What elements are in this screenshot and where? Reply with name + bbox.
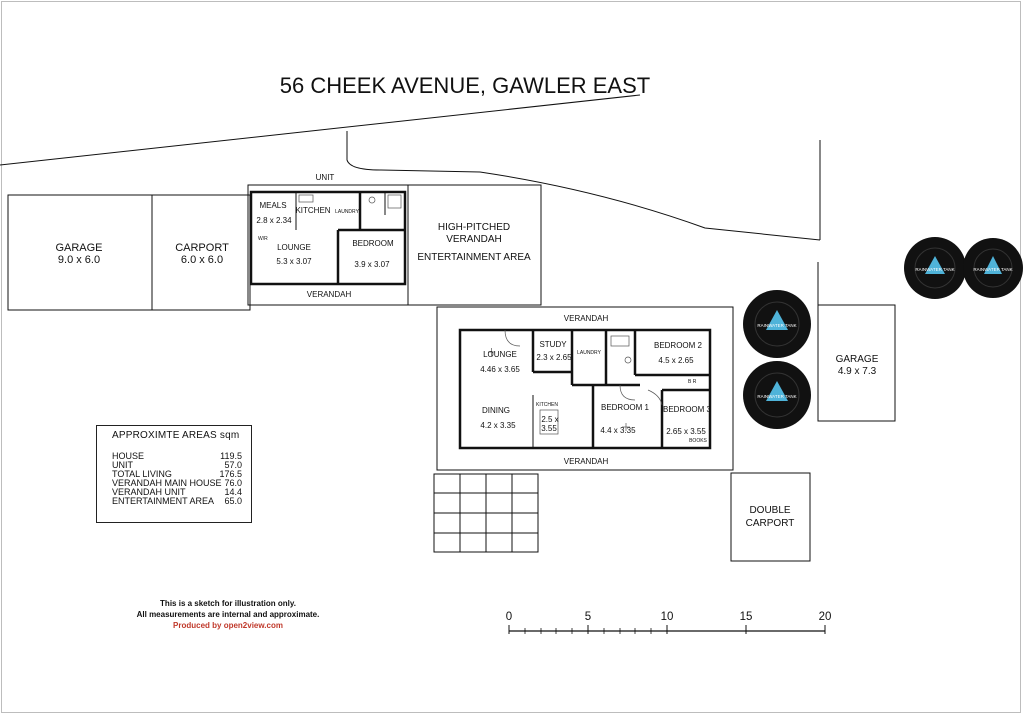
page-title: 56 CHEEK AVENUE, GAWLER EAST [279,73,651,98]
road-boundary-line [0,95,640,165]
pergola-grid [434,474,538,552]
rainwater-tank-1 [743,290,811,358]
verandah-top-label: VERANDAH [563,314,609,323]
dining-label: DINING [482,406,510,415]
disclaimer-line-1: This is a sketch for illustration only. [160,599,296,608]
tank-3-label: RAINWATER TANK [915,267,955,272]
area-value: 119.5 [220,451,242,461]
bath-icon [611,336,629,346]
unit-laundry-label: LAUNDRY [335,209,359,215]
study-dim: 2.3 x 2.65 [536,353,572,362]
bedroom1-dim: 4.4 x 3.35 [600,426,636,435]
carport-label: CARPORT [175,242,229,254]
double-carport-label-1: DOUBLE [749,505,791,516]
unit-wir-label: W/R [258,236,268,242]
areas-heading: APPROXIMTE AREAS sqm [112,430,240,441]
area-value: 176.5 [219,469,242,479]
garage-left-label: GARAGE [55,242,103,254]
scale-tick-0: 0 [505,611,513,623]
unit-kitchen-label: KITCHEN [295,206,331,215]
unit-bedroom-dim: 3.9 x 3.07 [354,260,390,269]
tank-4-label: RAINWATER TANK [973,267,1013,272]
lounge-label: LOUNGE [483,350,517,359]
high-pitched-label-2: VERANDAH [446,234,502,245]
area-value: 76.0 [224,478,242,488]
toilet-icon-main [625,357,631,363]
scale-tick-5: 5 [584,611,592,623]
door-swing-lounge [505,330,520,346]
kitchen-label: KITCHEN [536,402,558,408]
area-label: VERANDAH UNIT [112,487,186,497]
door-swing-bedroom3 [648,390,662,405]
main-verandah-outline [437,307,733,470]
carport-dim: 6.0 x 6.0 [180,254,224,266]
approximate-areas-table [96,425,252,523]
entertainment-label: ENTERTAINMENT AREA [417,252,531,263]
area-label: HOUSE [112,451,145,461]
unit-meals-label: MEALS [259,201,287,210]
unit-verandah-label: VERANDAH [306,290,352,299]
toilet-icon [369,197,375,203]
door-swing-hall [620,385,635,400]
rainwater-tank-4 [963,238,1023,298]
scale-tick-15: 15 [739,611,753,623]
tank-2-label: RAINWATER TANK [757,394,797,399]
tank-1-label: RAINWATER TANK [757,323,797,328]
garage-left-dim: 9.0 x 6.0 [57,254,101,266]
unit-bedroom-label: BEDROOM [352,239,394,248]
double-carport-label-2: CARPORT [745,518,795,529]
unit-lounge-dim: 5.3 x 3.07 [276,257,312,266]
bedroom3-dim: 2.65 x 3.55 [666,427,706,436]
scale-bar [506,611,832,634]
scale-tick-10: 10 [660,611,674,623]
area-value: 14.4 [224,487,242,497]
bedroom1-label: BEDROOM 1 [600,403,650,412]
br-label: B R [688,379,697,385]
shower-icon [388,195,401,208]
area-value: 65.0 [224,496,242,506]
kitchen-dim-2: 3.55 [541,424,557,433]
area-label: UNIT [112,460,133,470]
scale-tick-20: 20 [818,611,832,623]
produced-by-link[interactable]: Produced by open2view.com [173,621,283,630]
high-pitched-verandah [408,185,541,305]
study-label: STUDY [539,340,567,349]
areas-row [112,497,242,506]
bedroom2-dim: 4.5 x 2.65 [658,356,694,365]
lounge-dim: 4.46 x 3.65 [480,365,520,374]
verandah-bottom-label: VERANDAH [563,457,609,466]
rainwater-tank-3 [904,237,966,299]
unit-label: UNIT [315,173,335,182]
disclaimer-notes [96,598,360,631]
garage-right-dim: 4.9 x 7.3 [837,366,877,377]
bedroom2-label: BEDROOM 2 [653,341,703,350]
bedroom3-label: BEDROOM 3 [662,405,712,414]
area-label: VERANDAH MAIN HOUSE [112,478,222,488]
dining-dim: 4.2 x 3.35 [480,421,516,430]
area-label: TOTAL LIVING [112,469,172,479]
sink-icon [299,195,313,202]
high-pitched-label-1: HIGH-PITCHED [437,222,511,233]
rainwater-tank-2 [743,361,811,429]
area-label: ENTERTAINMENT AREA [112,496,215,506]
unit-meals-dim: 2.8 x 2.34 [256,216,292,225]
garage-right-label: GARAGE [835,354,879,365]
double-carport [731,473,810,561]
disclaimer-line-2: All measurements are internal and approximate. [136,610,320,619]
books-label: BOOKS [689,438,707,444]
unit-lounge-label: LOUNGE [277,243,311,252]
area-value: 57.0 [224,460,242,470]
kitchen-dim-1: 2.5 x [541,415,559,424]
laundry-label: LAUNDRY [577,350,601,356]
